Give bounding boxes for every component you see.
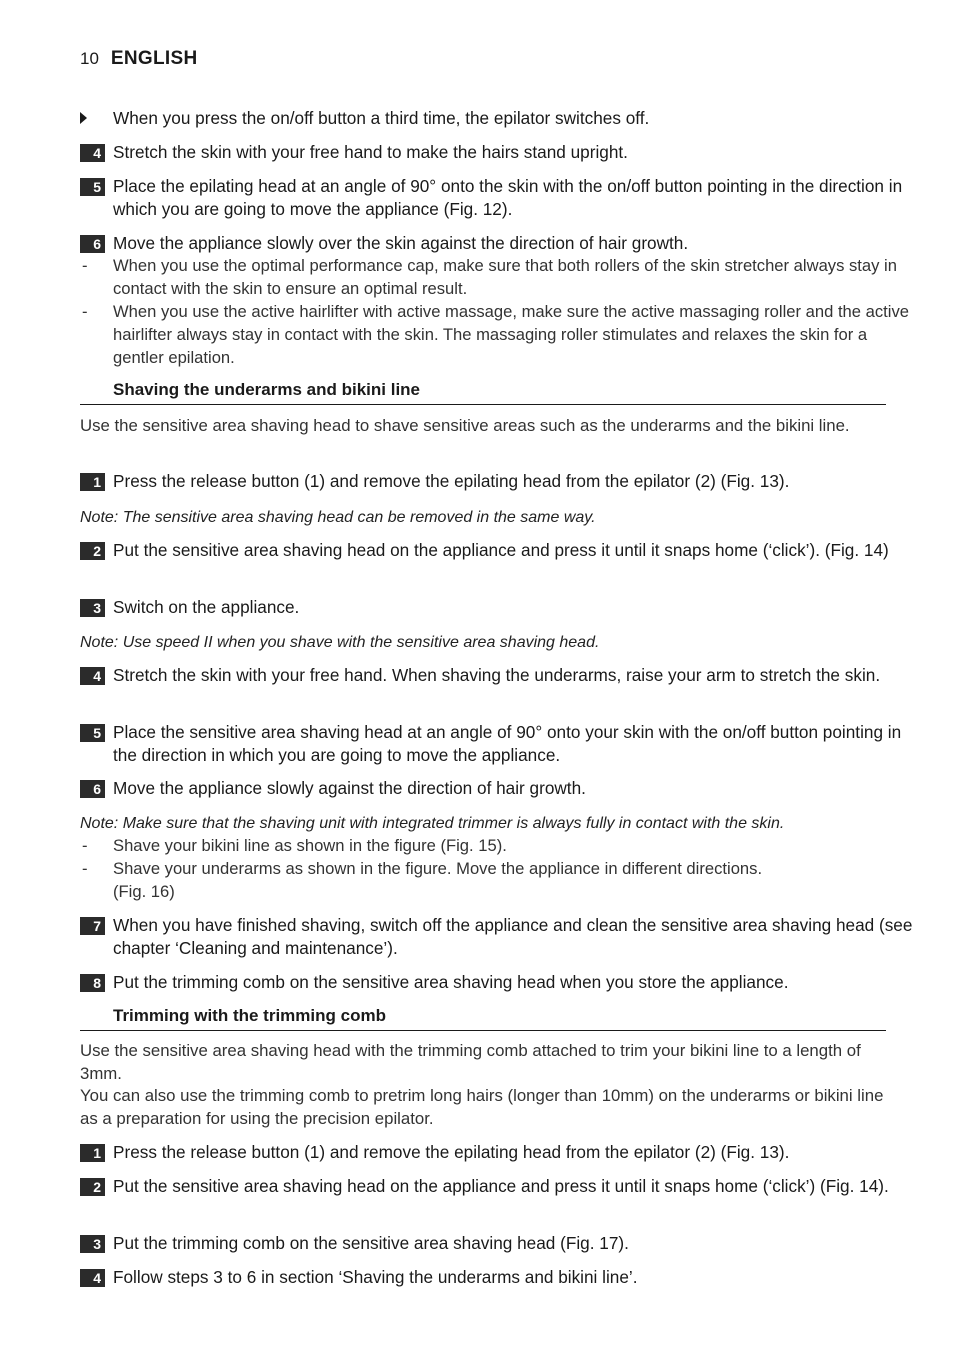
step-number: 3 — [80, 599, 105, 617]
dash-text: When you use the optimal performance cap, make sure that both rollers of the skin stretcher always stay in contact with the skin to ensure an optimal result. — [113, 256, 897, 298]
step-item — [80, 141, 919, 164]
step-number: 1 — [80, 473, 105, 491]
section-intro: You can also use the trimming comb to pretrim long hairs (longer than 10mm) on the underarms or bikini line as a preparation for using the precision epilator. — [80, 1086, 884, 1128]
dash-item — [80, 254, 919, 300]
step-text: Put the sensitive area shaving head on the appliance and press it until it snaps home (‘click’) (Fig. 14). — [113, 1176, 889, 1196]
step-item — [80, 914, 919, 960]
step-item — [80, 777, 919, 800]
step-number: 4 — [80, 1269, 105, 1287]
dash-text: When you use the active hairlifter with active massage, make sure the active massaging roller and the active hairlifter always stay in contact with the skin. The massaging roller stimulates and relaxes the skin for a gentler epilation. — [113, 302, 909, 367]
section-heading: Trimming with the trimming comb — [113, 1006, 386, 1025]
note-text: Note: Make sure that the shaving unit with integrated trimmer is always fully in contact with the skin. — [80, 815, 785, 832]
step-text: Press the release button (1) and remove the epilating head from the epilator (2) (Fig. 13). — [113, 1142, 790, 1162]
bullet-text: When you press the on/off button a third time, the epilator switches off. — [113, 108, 650, 128]
step-text: Switch on the appliance. — [113, 597, 300, 617]
language-label: ENGLISH — [110, 48, 198, 69]
step-item — [80, 175, 919, 221]
section-rule — [80, 404, 886, 405]
step-number: 7 — [80, 917, 105, 935]
dash-mark: - — [82, 256, 88, 275]
section-heading: Shaving the underarms and bikini line — [113, 380, 421, 399]
step-text: Move the appliance slowly over the skin against the direction of hair growth. — [113, 233, 689, 253]
dash-item — [80, 300, 919, 369]
step-item — [80, 1232, 919, 1255]
bullet-icon — [80, 112, 87, 124]
step-text: Press the release button (1) and remove the epilating head from the epilator (2) (Fig. 13). — [113, 471, 790, 491]
step-number: 2 — [80, 1178, 105, 1196]
step-text: Put the trimming comb on the sensitive area shaving head when you store the appliance. — [113, 972, 789, 992]
step-number: 8 — [80, 974, 105, 992]
step-item — [80, 1141, 919, 1164]
step-number: 4 — [80, 667, 105, 685]
step-text: Place the epilating head at an angle of 90° onto the skin with the on/off button pointing in the direction in which you are going to move the appliance (Fig. 12). — [113, 176, 903, 219]
step-item — [80, 539, 919, 562]
step-text: Follow steps 3 to 6 in section ‘Shaving the underarms and bikini line’. — [113, 1267, 638, 1287]
step-number: 6 — [80, 235, 105, 253]
page-number: 10 — [80, 49, 99, 68]
step-item — [80, 470, 919, 493]
page-header — [80, 48, 197, 70]
step-item — [80, 1175, 919, 1198]
step-number: 2 — [80, 542, 105, 560]
step-text: Put the trimming comb on the sensitive area shaving head (Fig. 17). — [113, 1233, 629, 1253]
step-text: Put the sensitive area shaving head on the appliance and press it until it snaps home (‘click’). (Fig. 14) — [113, 540, 889, 560]
note-text: Note: Use speed II when you shave with the sensitive area shaving head. — [80, 634, 600, 651]
step-text: Stretch the skin with your free hand. When shaving the underarms, raise your arm to stretch the skin. — [113, 665, 881, 685]
step-number: 3 — [80, 1235, 105, 1253]
dash-mark: - — [82, 836, 88, 855]
dash-mark: - — [82, 302, 88, 321]
step-number: 1 — [80, 1144, 105, 1162]
step-text: Stretch the skin with your free hand to make the hairs stand upright. — [113, 142, 628, 162]
dash-text: Shave your bikini line as shown in the figure (Fig. 15). — [113, 836, 507, 855]
step-item — [80, 721, 919, 767]
section-rule — [80, 1030, 886, 1031]
step-item — [80, 596, 919, 619]
step-text: When you have finished shaving, switch off the appliance and clean the sensitive area shaving head (see chapter ‘Cleaning and maintenance’). — [113, 915, 913, 958]
step-number: 5 — [80, 724, 105, 742]
dash-text: Shave your underarms as shown in the figure. Move the appliance in different directions. (Fig. 16) — [113, 859, 763, 901]
step-text: Place the sensitive area shaving head at an angle of 90° onto your skin with the on/off button pointing in the direction in which you are going to move the appliance. — [113, 722, 902, 765]
step-number: 4 — [80, 144, 105, 162]
step-item — [80, 232, 919, 255]
bullet-item — [80, 107, 919, 130]
step-text: Move the appliance slowly against the direction of hair growth. — [113, 778, 586, 798]
note-text: Note: The sensitive area shaving head can be removed in the same way. — [80, 509, 596, 526]
step-number: 6 — [80, 780, 105, 798]
section-intro: Use the sensitive area shaving head to shave sensitive areas such as the underarms and the bikini line. — [80, 416, 850, 435]
step-item — [80, 664, 919, 687]
dash-item — [80, 857, 793, 903]
dash-item — [80, 834, 919, 857]
section-intro: Use the sensitive area shaving head with the trimming comb attached to trim your bikini line to a length of 3mm. — [80, 1041, 861, 1083]
step-item — [80, 971, 919, 994]
step-item — [80, 1266, 919, 1289]
dash-mark: - — [82, 859, 88, 878]
step-number: 5 — [80, 178, 105, 196]
